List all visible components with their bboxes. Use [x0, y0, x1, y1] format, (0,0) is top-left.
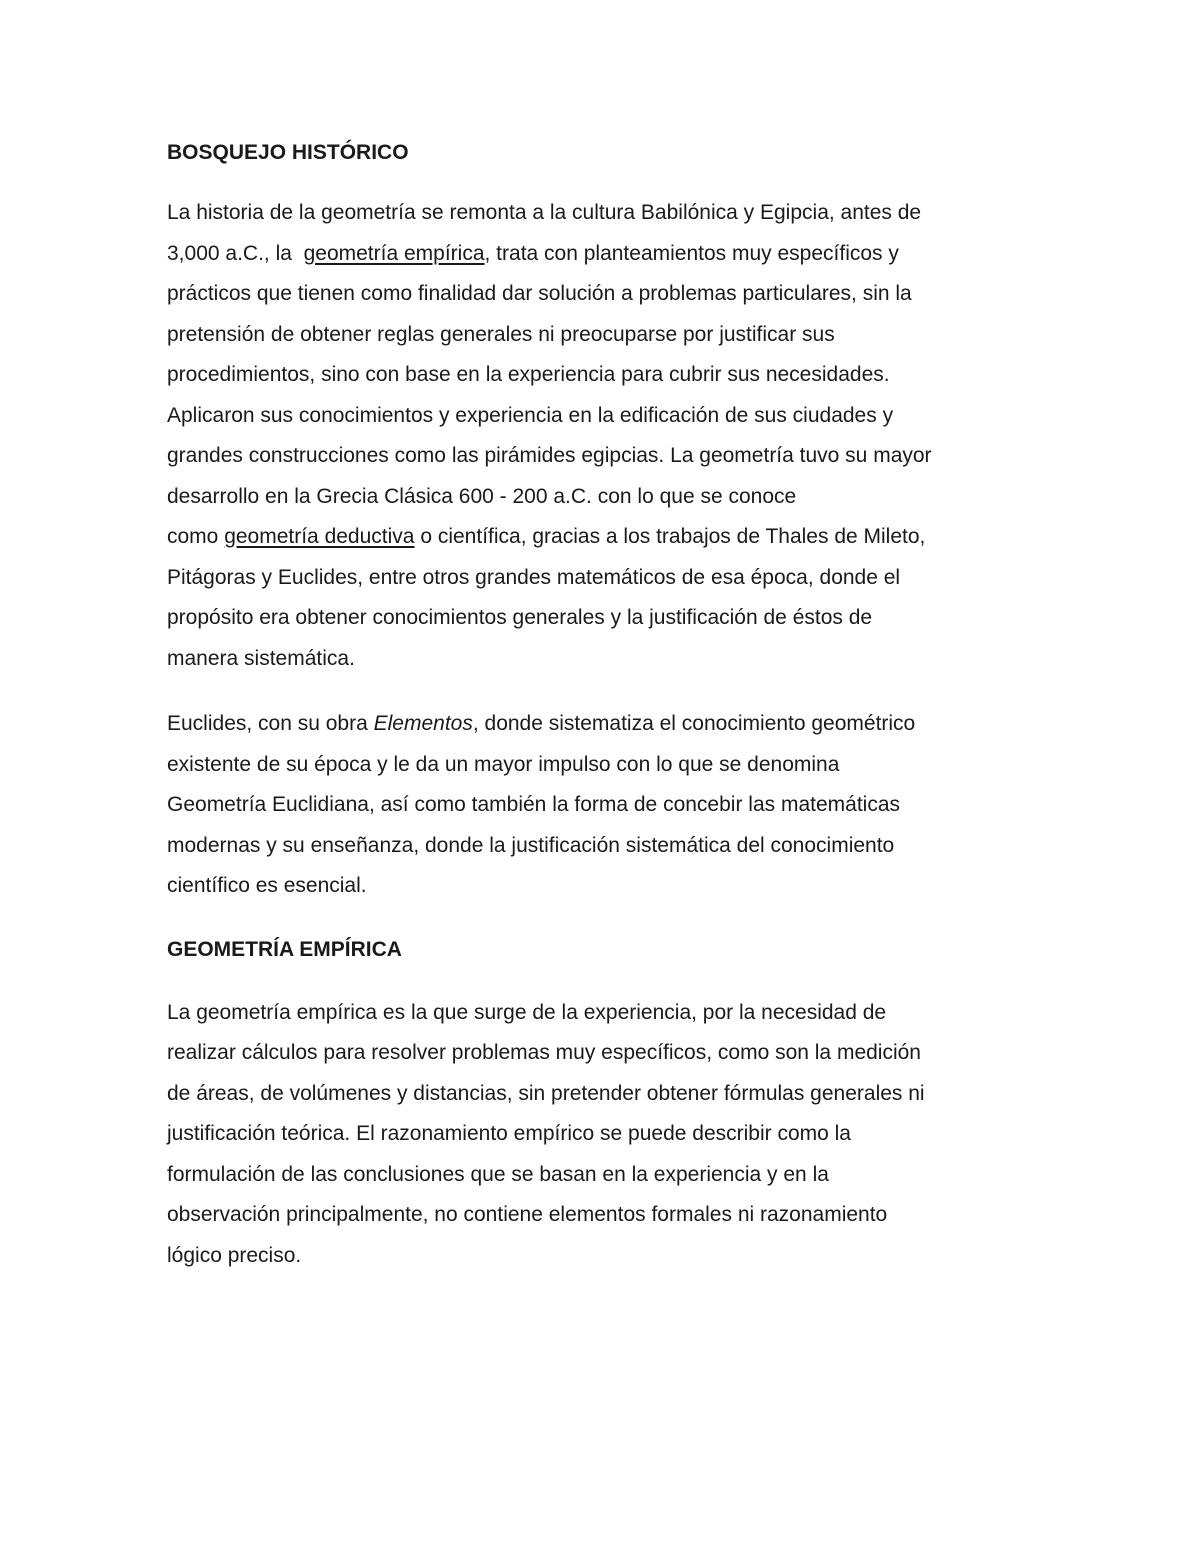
link-geometria-deductiva[interactable]: geometría deductiva	[224, 525, 415, 548]
paragraph-line: Geometría Euclidiana, así como también la forma de concebir las matemáticas	[167, 793, 901, 816]
paragraph-line: manera sistemática.	[167, 646, 355, 670]
paragraph-line	[167, 517, 1047, 558]
paragraph-line: de áreas, de volúmenes y distancias, sin pretender obtener fórmulas generales ni	[167, 1081, 925, 1105]
paragraph-line: Aplicaron sus conocimientos y experiencia en la edificación de sus ciudades y	[167, 403, 894, 427]
document-body	[167, 138, 1047, 1276]
line-text: , trata con planteamientos muy específicos y	[484, 241, 899, 265]
paragraph-line: lógico preciso.	[167, 1243, 302, 1267]
line-text: Euclides, con su obra	[167, 712, 374, 735]
heading-geometria-empirica: GEOMETRÍA EMPÍRICA	[167, 937, 402, 961]
paragraph-line	[167, 234, 1047, 275]
paragraph-line: desarrollo en la Grecia Clásica 600 - 200 a.C. con lo que se conoce	[167, 484, 797, 508]
paragraph-line: formulación de las conclusiones que se basan en la experiencia y en la	[167, 1162, 829, 1186]
paragraph-line: observación principalmente, no contiene elementos formales ni razonamiento	[167, 1203, 888, 1226]
paragraph-line: Pitágoras y Euclides, entre otros grandes matemáticos de esa época, donde el	[167, 565, 901, 589]
paragraph-line: procedimientos, sino con base en la experiencia para cubrir sus necesidades.	[167, 363, 890, 386]
paragraph-line: prácticos que tienen como finalidad dar solución a problemas particulares, sin la	[167, 282, 912, 305]
heading-bosquejo-historico: BOSQUEJO HISTÓRICO	[167, 141, 409, 164]
paragraph-line: justificación teórica. El razonamiento empírico se puede describir como la	[167, 1122, 851, 1145]
paragraph-line: científico es esencial.	[167, 874, 367, 897]
line-text: , donde sistematiza el conocimiento geométrico	[472, 712, 916, 735]
link-geometria-empirica[interactable]: geometría empírica	[303, 241, 485, 265]
paragraph-line: La historia de la geometría se remonta a la cultura Babilónica y Egipcia, antes de	[167, 201, 922, 224]
paragraph-line: realizar cálculos para resolver problemas muy específicos, como son la medición	[167, 1041, 921, 1064]
italic-elementos: Elementos	[373, 712, 473, 735]
paragraph-geometria-empirica	[167, 993, 1047, 1277]
paragraph-line: grandes construcciones como las pirámides egipcias. La geometría tuvo su mayor	[167, 444, 932, 467]
line-text: 3,000 a.C., la	[167, 241, 304, 265]
line-text: como	[167, 525, 225, 548]
paragraph-line: pretensión de obtener reglas generales ni preocuparse por justificar sus	[167, 322, 835, 346]
paragraph-historia	[167, 193, 1047, 679]
paragraph-line: La geometría empírica es la que surge de la experiencia, por la necesidad de	[167, 1000, 887, 1024]
paragraph-line: existente de su época y le da un mayor impulso con lo que se denomina	[167, 752, 840, 776]
line-text: o científica, gracias a los trabajos de Thales de Mileto,	[414, 525, 926, 548]
paragraph-euclides	[167, 704, 1047, 907]
paragraph-line: propósito era obtener conocimientos generales y la justificación de éstos de	[167, 606, 873, 629]
paragraph-line: modernas y su enseñanza, donde la justificación sistemática del conocimiento	[167, 833, 895, 857]
paragraph-line	[167, 704, 1047, 745]
